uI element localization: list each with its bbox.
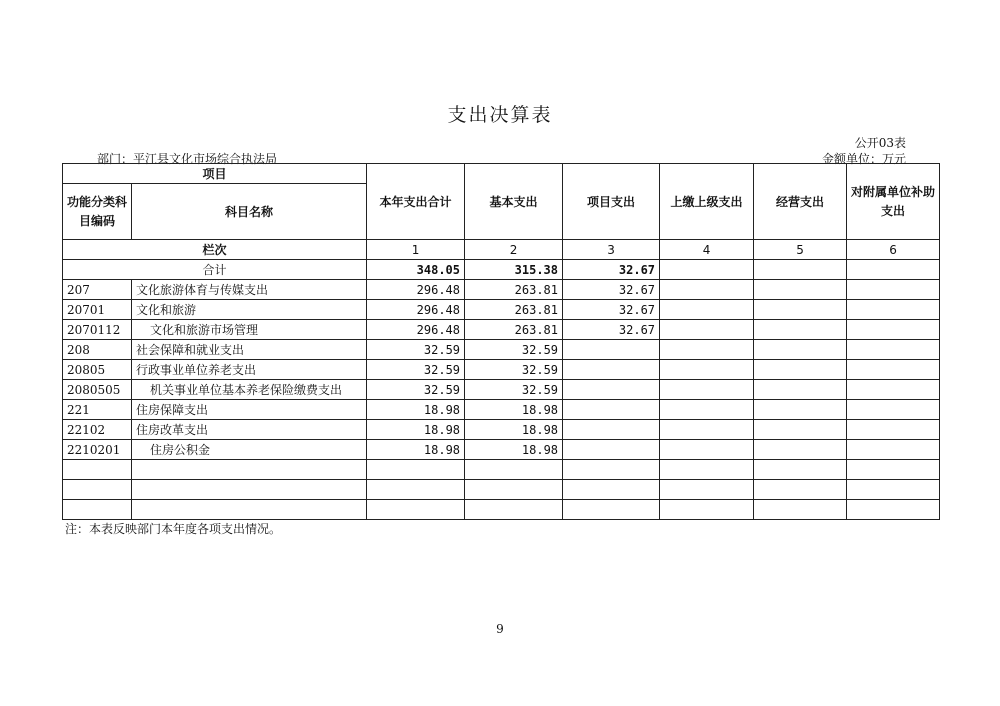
total-amount-cell: 296.48 [367,320,465,340]
business-amount-cell [754,460,847,480]
basic-amount-cell: 32.59 [465,380,563,400]
subsidy-amount-cell [847,360,940,380]
basic-amount-cell: 32.59 [465,340,563,360]
table-row [63,480,940,500]
amount-unit-label: 金额单位：万元 [821,152,906,166]
subsidy-amount-cell [847,440,940,460]
project-amount-cell [563,480,660,500]
subject-name-cell: 住房保障支出 [132,400,367,420]
basic-amount-cell [465,460,563,480]
business-amount-cell [754,320,847,340]
table-row [63,360,940,380]
function-code-cell: 20701 [63,300,132,320]
table-note: 注：本表反映部门本年度各项支出情况。 [65,522,282,536]
index-col-6: 6 [847,240,940,260]
business-amount-cell [754,440,847,460]
index-col-2: 2 [465,240,563,260]
subject-name-cell: 住房改革支出 [132,420,367,440]
basic-amount-cell [465,480,563,500]
basic-amount-cell: 263.81 [465,280,563,300]
business-amount-cell [754,480,847,500]
index-col-4: 4 [660,240,754,260]
project-amount-cell [563,460,660,480]
subsidy-amount-cell [847,380,940,400]
subject-name-cell: 住房公积金 [132,440,367,460]
index-col-5: 5 [754,240,847,260]
total-amount-cell: 296.48 [367,280,465,300]
business-amount-cell [754,380,847,400]
upper-amount-cell [660,420,754,440]
upper-amount-cell [660,300,754,320]
total-amount-cell [367,500,465,520]
department-label: 部门：平江县文化市场综合执法局 [97,152,278,166]
index-col-1: 1 [367,240,465,260]
subject-name-cell [132,500,367,520]
table-row [63,460,940,480]
total-amount-cell: 296.48 [367,300,465,320]
business-amount-cell [754,400,847,420]
subject-name-cell [132,460,367,480]
project-amount-cell [563,420,660,440]
function-code-cell: 207 [63,280,132,300]
project-amount-cell [563,500,660,520]
table-row [63,340,940,360]
basic-amount-cell: 263.81 [465,300,563,320]
subsidy-amount-cell [847,460,940,480]
subsidy-amount-cell [847,400,940,420]
total-row [63,260,940,280]
function-code-cell [63,460,132,480]
table-row [63,280,940,300]
header-row-1 [63,164,940,184]
subject-name-cell [132,480,367,500]
name-header: 科目名称 [132,184,367,240]
upper-amount-cell [660,360,754,380]
subsidy-amount-cell [847,420,940,440]
total-amount-cell [367,480,465,500]
subject-name-cell: 行政事业单位养老支出 [132,360,367,380]
subsidy-amount-cell [847,480,940,500]
subsidy-amount-cell [847,320,940,340]
total-amount-cell: 18.98 [367,440,465,460]
total-subsidy [847,260,940,280]
total-basic: 315.38 [465,260,563,280]
total-label: 合计 [63,260,367,280]
total-business [754,260,847,280]
function-code-cell [63,500,132,520]
subsidy-amount-cell [847,500,940,520]
upper-amount-cell [660,380,754,400]
upper-amount-cell [660,500,754,520]
function-code-cell: 2070112 [63,320,132,340]
upper-amount-cell [660,400,754,420]
function-code-cell: 2080505 [63,380,132,400]
total-amount-cell: 32.59 [367,380,465,400]
project-amount-cell: 32.67 [563,280,660,300]
subsidy-header: 对附属单位补助支出 [847,164,940,240]
subject-name-cell: 社会保障和就业支出 [132,340,367,360]
business-amount-cell [754,360,847,380]
business-header: 经营支出 [754,164,847,240]
upper-amount-cell [660,480,754,500]
subject-name-cell: 机关事业单位基本养老保险缴费支出 [132,380,367,400]
total-amount-cell: 32.59 [367,340,465,360]
project-amount-cell [563,400,660,420]
project-amount-cell [563,340,660,360]
business-amount-cell [754,280,847,300]
function-code-cell: 221 [63,400,132,420]
total-header: 本年支出合计 [367,164,465,240]
project-amount-cell [563,440,660,460]
total-upper [660,260,754,280]
function-code-cell: 20805 [63,360,132,380]
total-amount-cell: 18.98 [367,420,465,440]
index-label: 栏次 [63,240,367,260]
table-row [63,380,940,400]
project-amount-cell [563,360,660,380]
basic-amount-cell: 32.59 [465,360,563,380]
function-code-cell: 22102 [63,420,132,440]
expenditure-table [62,163,940,520]
total-amount-cell: 18.98 [367,400,465,420]
table-row [63,300,940,320]
business-amount-cell [754,420,847,440]
upper-amount-cell [660,460,754,480]
total-amount-cell [367,460,465,480]
table-row [63,420,940,440]
table-row [63,400,940,420]
function-code-cell [63,480,132,500]
page-title: 支出决算表 [447,104,553,126]
subsidy-amount-cell [847,300,940,320]
function-code-cell: 208 [63,340,132,360]
form-number: 公开03表 [854,136,906,150]
function-code-cell: 2210201 [63,440,132,460]
upper-amount-cell [660,320,754,340]
table-row [63,440,940,460]
total-project: 32.67 [563,260,660,280]
table-row [63,320,940,340]
upper-amount-cell [660,440,754,460]
item-header: 项目 [63,164,367,184]
subsidy-amount-cell [847,340,940,360]
business-amount-cell [754,500,847,520]
upper-amount-cell [660,340,754,360]
basic-amount-cell: 18.98 [465,400,563,420]
total-amount-cell: 32.59 [367,360,465,380]
total-amount: 348.05 [367,260,465,280]
basic-amount-cell [465,500,563,520]
subject-name-cell: 文化和旅游市场管理 [132,320,367,340]
page-number: 9 [496,622,504,636]
upper-header: 上缴上级支出 [660,164,754,240]
code-header: 功能分类科目编码 [63,184,132,240]
index-col-3: 3 [563,240,660,260]
business-amount-cell [754,300,847,320]
project-amount-cell: 32.67 [563,320,660,340]
project-amount-cell: 32.67 [563,300,660,320]
project-header: 项目支出 [563,164,660,240]
subject-name-cell: 文化和旅游 [132,300,367,320]
subject-name-cell: 文化旅游体育与传媒支出 [132,280,367,300]
basic-amount-cell: 18.98 [465,420,563,440]
subsidy-amount-cell [847,280,940,300]
basic-amount-cell: 263.81 [465,320,563,340]
business-amount-cell [754,340,847,360]
upper-amount-cell [660,280,754,300]
basic-amount-cell: 18.98 [465,440,563,460]
project-amount-cell [563,380,660,400]
table-row [63,500,940,520]
index-row [63,240,940,260]
basic-header: 基本支出 [465,164,563,240]
